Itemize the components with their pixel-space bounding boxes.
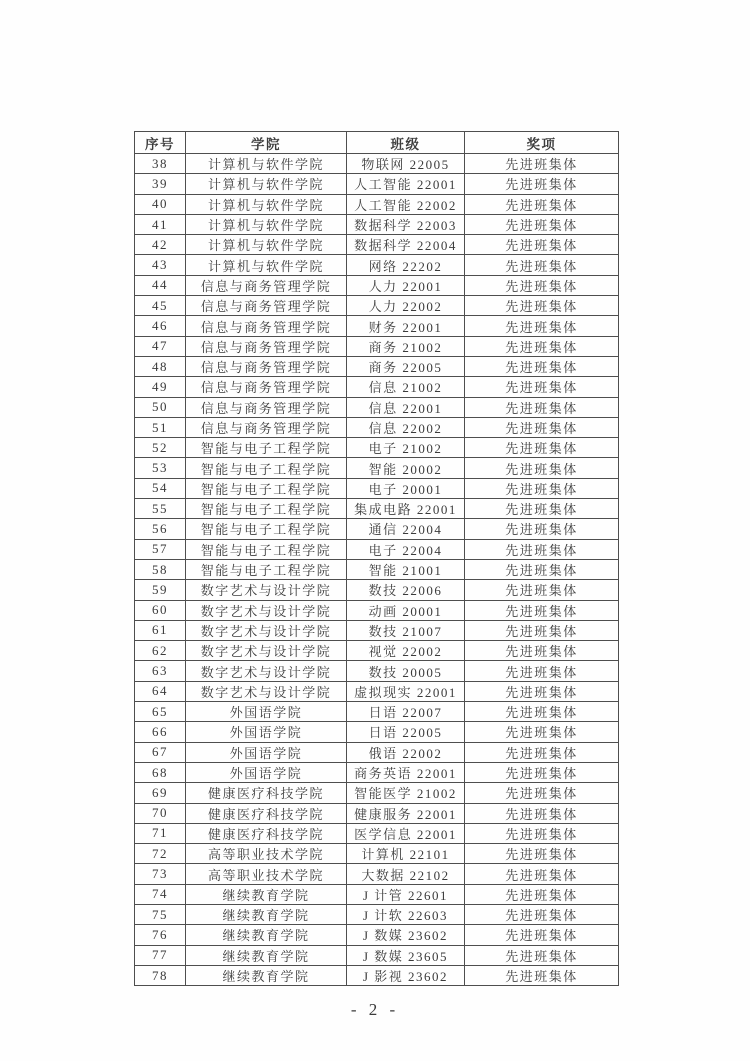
cell-college: 计算机与软件学院 bbox=[186, 174, 347, 194]
cell-award: 先进班集体 bbox=[465, 519, 619, 539]
cell-college: 计算机与软件学院 bbox=[186, 235, 347, 255]
table-row bbox=[135, 742, 619, 762]
cell-college: 智能与电子工程学院 bbox=[186, 438, 347, 458]
table-row bbox=[135, 559, 619, 579]
table-row bbox=[135, 864, 619, 884]
cell-award: 先进班集体 bbox=[465, 864, 619, 884]
cell-award: 先进班集体 bbox=[465, 722, 619, 742]
cell-award: 先进班集体 bbox=[465, 255, 619, 275]
table-row bbox=[135, 681, 619, 701]
cell-index: 40 bbox=[135, 194, 186, 214]
cell-award: 先进班集体 bbox=[465, 661, 619, 681]
cell-college: 计算机与软件学院 bbox=[186, 154, 347, 174]
cell-class: 计算机 22101 bbox=[347, 844, 465, 864]
cell-college: 信息与商务管理学院 bbox=[186, 417, 347, 437]
cell-class: 日语 22005 bbox=[347, 722, 465, 742]
cell-class: 通信 22004 bbox=[347, 519, 465, 539]
cell-award: 先进班集体 bbox=[465, 580, 619, 600]
cell-college: 信息与商务管理学院 bbox=[186, 336, 347, 356]
cell-award: 先进班集体 bbox=[465, 417, 619, 437]
cell-class: 电子 22004 bbox=[347, 539, 465, 559]
table-row bbox=[135, 235, 619, 255]
table-row bbox=[135, 214, 619, 234]
cell-class: 人力 22002 bbox=[347, 296, 465, 316]
cell-index: 57 bbox=[135, 539, 186, 559]
table-row bbox=[135, 377, 619, 397]
cell-award: 先进班集体 bbox=[465, 641, 619, 661]
cell-college: 智能与电子工程学院 bbox=[186, 519, 347, 539]
cell-college: 数字艺术与设计学院 bbox=[186, 681, 347, 701]
cell-college: 计算机与软件学院 bbox=[186, 194, 347, 214]
cell-college: 健康医疗科技学院 bbox=[186, 803, 347, 823]
cell-class: J 计管 22601 bbox=[347, 884, 465, 904]
cell-class: 电子 20001 bbox=[347, 478, 465, 498]
cell-class: 人工智能 22002 bbox=[347, 194, 465, 214]
cell-award: 先进班集体 bbox=[465, 296, 619, 316]
table-row bbox=[135, 844, 619, 864]
table-row bbox=[135, 925, 619, 945]
col-header-award: 奖项 bbox=[465, 132, 619, 154]
cell-class: 数据科学 22004 bbox=[347, 235, 465, 255]
cell-award: 先进班集体 bbox=[465, 702, 619, 722]
cell-college: 数字艺术与设计学院 bbox=[186, 580, 347, 600]
cell-college: 智能与电子工程学院 bbox=[186, 478, 347, 498]
cell-college: 信息与商务管理学院 bbox=[186, 296, 347, 316]
cell-college: 计算机与软件学院 bbox=[186, 214, 347, 234]
cell-index: 42 bbox=[135, 235, 186, 255]
cell-index: 70 bbox=[135, 803, 186, 823]
cell-college: 信息与商务管理学院 bbox=[186, 356, 347, 376]
cell-award: 先进班集体 bbox=[465, 458, 619, 478]
cell-award: 先进班集体 bbox=[465, 336, 619, 356]
cell-award: 先进班集体 bbox=[465, 275, 619, 295]
cell-index: 65 bbox=[135, 702, 186, 722]
cell-award: 先进班集体 bbox=[465, 214, 619, 234]
cell-award: 先进班集体 bbox=[465, 742, 619, 762]
cell-index: 38 bbox=[135, 154, 186, 174]
cell-award: 先进班集体 bbox=[465, 823, 619, 843]
col-header-index: 序号 bbox=[135, 132, 186, 154]
cell-college: 智能与电子工程学院 bbox=[186, 559, 347, 579]
table-row bbox=[135, 438, 619, 458]
cell-award: 先进班集体 bbox=[465, 356, 619, 376]
cell-index: 62 bbox=[135, 641, 186, 661]
cell-index: 45 bbox=[135, 296, 186, 316]
cell-award: 先进班集体 bbox=[465, 844, 619, 864]
cell-award: 先进班集体 bbox=[465, 762, 619, 782]
table-row bbox=[135, 965, 619, 985]
cell-index: 51 bbox=[135, 417, 186, 437]
cell-college: 计算机与软件学院 bbox=[186, 255, 347, 275]
cell-index: 55 bbox=[135, 499, 186, 519]
cell-award: 先进班集体 bbox=[465, 965, 619, 985]
cell-college: 继续教育学院 bbox=[186, 925, 347, 945]
cell-index: 53 bbox=[135, 458, 186, 478]
cell-class: 集成电路 22001 bbox=[347, 499, 465, 519]
cell-index: 71 bbox=[135, 823, 186, 843]
cell-index: 48 bbox=[135, 356, 186, 376]
cell-award: 先进班集体 bbox=[465, 925, 619, 945]
table-row bbox=[135, 275, 619, 295]
table-row bbox=[135, 600, 619, 620]
table-row bbox=[135, 803, 619, 823]
cell-index: 47 bbox=[135, 336, 186, 356]
cell-class: 网络 22202 bbox=[347, 255, 465, 275]
cell-index: 60 bbox=[135, 600, 186, 620]
cell-college: 继续教育学院 bbox=[186, 965, 347, 985]
cell-class: J 计软 22603 bbox=[347, 904, 465, 924]
cell-class: 数技 22006 bbox=[347, 580, 465, 600]
table-row bbox=[135, 539, 619, 559]
cell-index: 68 bbox=[135, 762, 186, 782]
cell-class: 俄语 22002 bbox=[347, 742, 465, 762]
cell-award: 先进班集体 bbox=[465, 154, 619, 174]
cell-index: 56 bbox=[135, 519, 186, 539]
cell-award: 先进班集体 bbox=[465, 681, 619, 701]
table-row bbox=[135, 722, 619, 742]
table-row bbox=[135, 458, 619, 478]
cell-award: 先进班集体 bbox=[465, 783, 619, 803]
cell-index: 54 bbox=[135, 478, 186, 498]
cell-class: 日语 22007 bbox=[347, 702, 465, 722]
cell-index: 39 bbox=[135, 174, 186, 194]
cell-college: 数字艺术与设计学院 bbox=[186, 661, 347, 681]
cell-class: 物联网 22005 bbox=[347, 154, 465, 174]
table-row bbox=[135, 823, 619, 843]
cell-index: 75 bbox=[135, 904, 186, 924]
cell-award: 先进班集体 bbox=[465, 499, 619, 519]
cell-class: 信息 21002 bbox=[347, 377, 465, 397]
cell-award: 先进班集体 bbox=[465, 803, 619, 823]
cell-class: 虚拟现实 22001 bbox=[347, 681, 465, 701]
cell-college: 健康医疗科技学院 bbox=[186, 783, 347, 803]
cell-college: 高等职业技术学院 bbox=[186, 864, 347, 884]
cell-index: 67 bbox=[135, 742, 186, 762]
cell-college: 信息与商务管理学院 bbox=[186, 397, 347, 417]
cell-college: 数字艺术与设计学院 bbox=[186, 641, 347, 661]
cell-index: 52 bbox=[135, 438, 186, 458]
cell-class: 电子 21002 bbox=[347, 438, 465, 458]
cell-class: 动画 20001 bbox=[347, 600, 465, 620]
cell-index: 58 bbox=[135, 559, 186, 579]
table-row bbox=[135, 478, 619, 498]
table-row bbox=[135, 580, 619, 600]
cell-class: 财务 22001 bbox=[347, 316, 465, 336]
cell-class: J 数媒 23602 bbox=[347, 925, 465, 945]
table-row bbox=[135, 762, 619, 782]
cell-award: 先进班集体 bbox=[465, 539, 619, 559]
page-number: - 2 - bbox=[350, 1000, 400, 1019]
cell-index: 59 bbox=[135, 580, 186, 600]
cell-class: 健康服务 22001 bbox=[347, 803, 465, 823]
table-row bbox=[135, 255, 619, 275]
cell-index: 49 bbox=[135, 377, 186, 397]
table-row bbox=[135, 945, 619, 965]
cell-class: 信息 22002 bbox=[347, 417, 465, 437]
cell-class: 数技 20005 bbox=[347, 661, 465, 681]
cell-class: 智能医学 21002 bbox=[347, 783, 465, 803]
cell-class: 智能 20002 bbox=[347, 458, 465, 478]
cell-class: 大数据 22102 bbox=[347, 864, 465, 884]
cell-index: 72 bbox=[135, 844, 186, 864]
table-row bbox=[135, 519, 619, 539]
cell-index: 76 bbox=[135, 925, 186, 945]
table-row bbox=[135, 316, 619, 336]
cell-award: 先进班集体 bbox=[465, 904, 619, 924]
table-row bbox=[135, 417, 619, 437]
cell-college: 智能与电子工程学院 bbox=[186, 499, 347, 519]
cell-award: 先进班集体 bbox=[465, 559, 619, 579]
cell-class: 数据科学 22003 bbox=[347, 214, 465, 234]
cell-college: 智能与电子工程学院 bbox=[186, 539, 347, 559]
cell-class: 商务 22005 bbox=[347, 356, 465, 376]
table-row bbox=[135, 620, 619, 640]
award-table bbox=[134, 131, 619, 986]
cell-award: 先进班集体 bbox=[465, 620, 619, 640]
table-row bbox=[135, 356, 619, 376]
col-header-college: 学院 bbox=[186, 132, 347, 154]
cell-college: 高等职业技术学院 bbox=[186, 844, 347, 864]
cell-class: 视觉 22002 bbox=[347, 641, 465, 661]
cell-college: 继续教育学院 bbox=[186, 945, 347, 965]
cell-class: J 数媒 23605 bbox=[347, 945, 465, 965]
cell-college: 健康医疗科技学院 bbox=[186, 823, 347, 843]
cell-college: 外国语学院 bbox=[186, 722, 347, 742]
cell-index: 44 bbox=[135, 275, 186, 295]
cell-index: 66 bbox=[135, 722, 186, 742]
cell-college: 数字艺术与设计学院 bbox=[186, 600, 347, 620]
cell-award: 先进班集体 bbox=[465, 884, 619, 904]
cell-class: 人力 22001 bbox=[347, 275, 465, 295]
cell-award: 先进班集体 bbox=[465, 174, 619, 194]
table-row bbox=[135, 904, 619, 924]
table-row bbox=[135, 499, 619, 519]
cell-college: 外国语学院 bbox=[186, 702, 347, 722]
table-row bbox=[135, 661, 619, 681]
cell-award: 先进班集体 bbox=[465, 438, 619, 458]
cell-index: 73 bbox=[135, 864, 186, 884]
cell-award: 先进班集体 bbox=[465, 478, 619, 498]
cell-index: 64 bbox=[135, 681, 186, 701]
cell-award: 先进班集体 bbox=[465, 316, 619, 336]
cell-index: 41 bbox=[135, 214, 186, 234]
table-row bbox=[135, 154, 619, 174]
cell-index: 43 bbox=[135, 255, 186, 275]
cell-index: 50 bbox=[135, 397, 186, 417]
table-row bbox=[135, 194, 619, 214]
cell-index: 78 bbox=[135, 965, 186, 985]
cell-class: 医学信息 22001 bbox=[347, 823, 465, 843]
table-row bbox=[135, 296, 619, 316]
table-header-row bbox=[135, 132, 619, 154]
cell-award: 先进班集体 bbox=[465, 600, 619, 620]
cell-class: 信息 22001 bbox=[347, 397, 465, 417]
cell-award: 先进班集体 bbox=[465, 945, 619, 965]
cell-index: 63 bbox=[135, 661, 186, 681]
cell-college: 信息与商务管理学院 bbox=[186, 275, 347, 295]
cell-class: 商务英语 22001 bbox=[347, 762, 465, 782]
cell-class: J 影视 23602 bbox=[347, 965, 465, 985]
cell-college: 信息与商务管理学院 bbox=[186, 377, 347, 397]
cell-index: 61 bbox=[135, 620, 186, 640]
cell-class: 商务 21002 bbox=[347, 336, 465, 356]
cell-college: 信息与商务管理学院 bbox=[186, 316, 347, 336]
table-row bbox=[135, 174, 619, 194]
cell-college: 外国语学院 bbox=[186, 742, 347, 762]
table-row bbox=[135, 397, 619, 417]
cell-index: 46 bbox=[135, 316, 186, 336]
col-header-class: 班级 bbox=[347, 132, 465, 154]
cell-college: 智能与电子工程学院 bbox=[186, 458, 347, 478]
cell-college: 数字艺术与设计学院 bbox=[186, 620, 347, 640]
table-row bbox=[135, 336, 619, 356]
cell-award: 先进班集体 bbox=[465, 235, 619, 255]
cell-class: 智能 21001 bbox=[347, 559, 465, 579]
cell-college: 继续教育学院 bbox=[186, 904, 347, 924]
table-row bbox=[135, 702, 619, 722]
table-row bbox=[135, 884, 619, 904]
cell-college: 外国语学院 bbox=[186, 762, 347, 782]
cell-index: 74 bbox=[135, 884, 186, 904]
cell-class: 人工智能 22001 bbox=[347, 174, 465, 194]
cell-class: 数技 21007 bbox=[347, 620, 465, 640]
cell-index: 77 bbox=[135, 945, 186, 965]
table-row bbox=[135, 641, 619, 661]
cell-award: 先进班集体 bbox=[465, 194, 619, 214]
cell-index: 69 bbox=[135, 783, 186, 803]
cell-college: 继续教育学院 bbox=[186, 884, 347, 904]
table-row bbox=[135, 783, 619, 803]
cell-award: 先进班集体 bbox=[465, 377, 619, 397]
cell-award: 先进班集体 bbox=[465, 397, 619, 417]
